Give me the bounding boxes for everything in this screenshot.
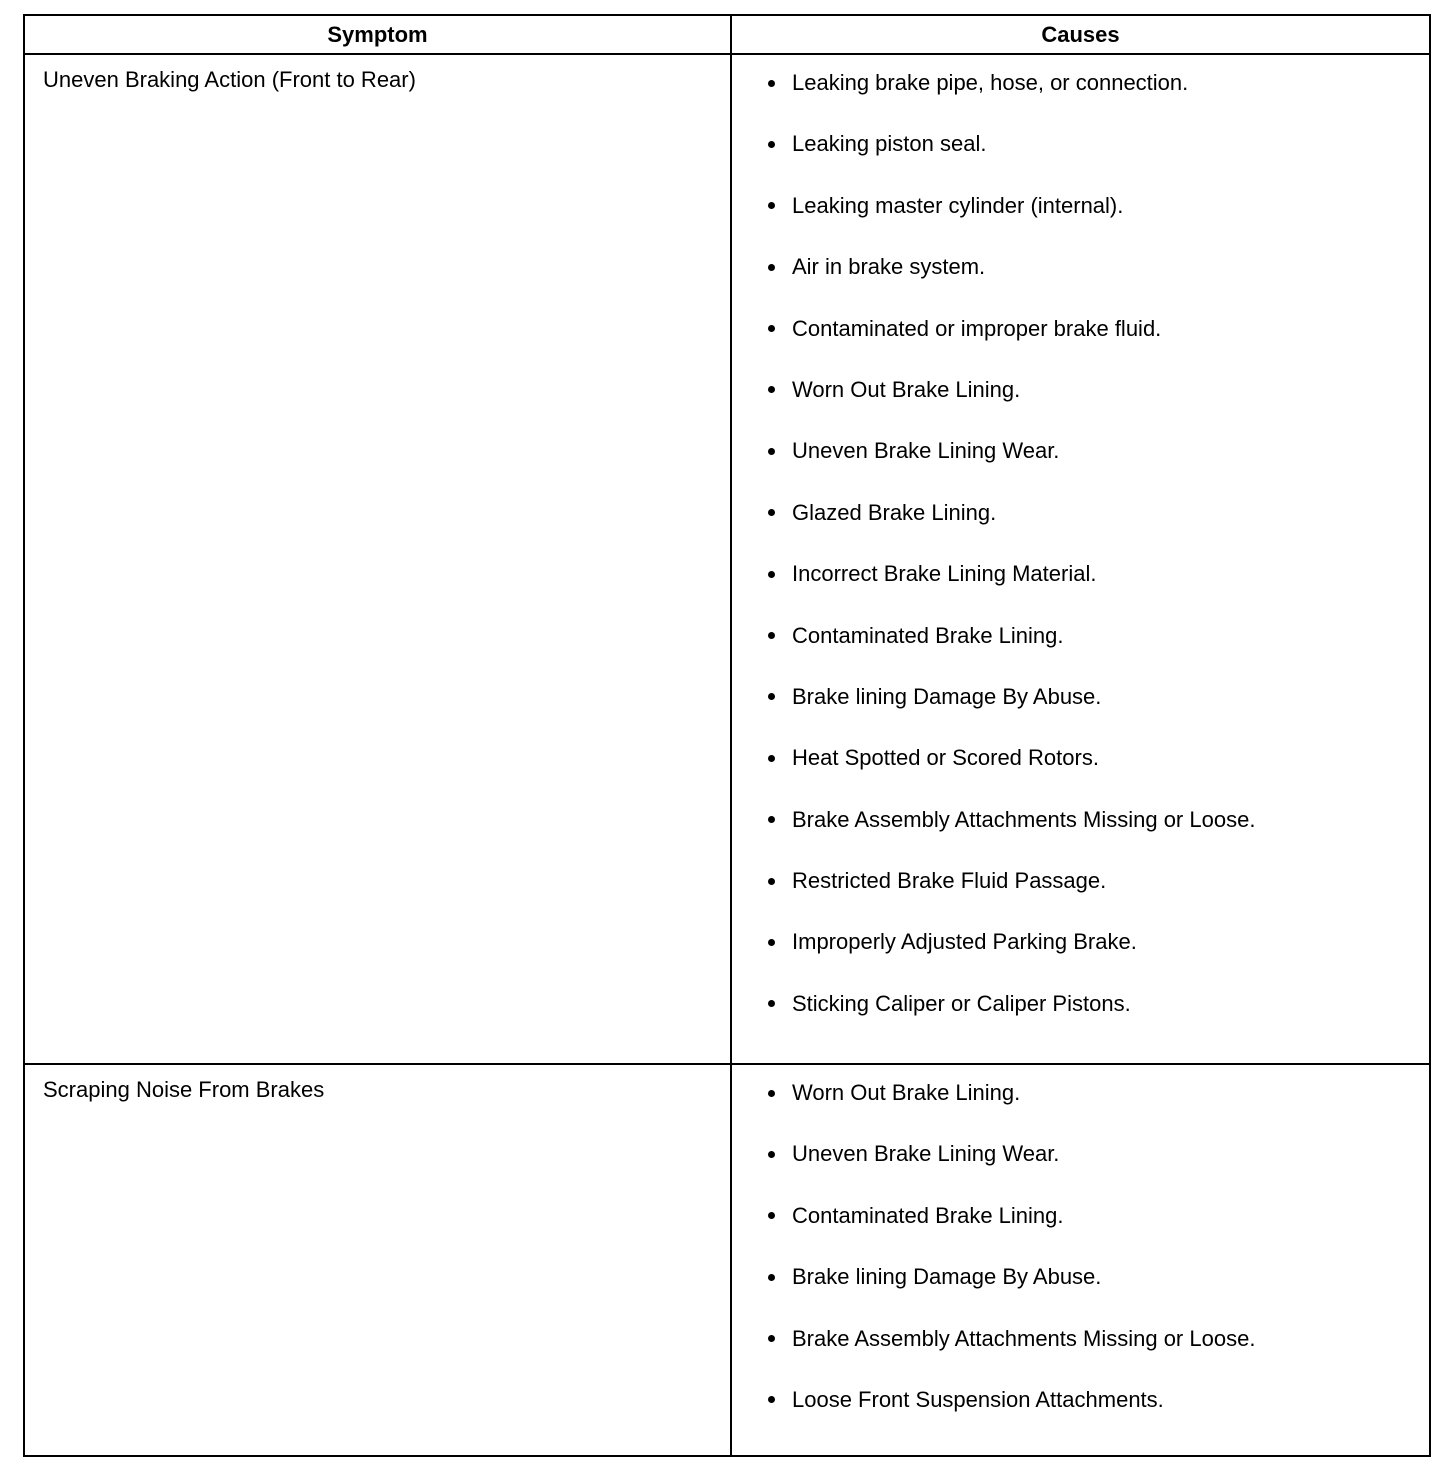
cause-item — [768, 377, 1429, 403]
bullet-icon — [768, 1335, 775, 1342]
cause-list — [732, 55, 1429, 1017]
cause-item — [768, 316, 1429, 342]
cause-item — [768, 1080, 1429, 1106]
cause-item — [768, 131, 1429, 157]
cause-text: Contaminated Brake Lining. — [792, 1202, 1064, 1228]
cause-item — [768, 807, 1429, 833]
bullet-icon — [768, 1212, 775, 1219]
bullet-icon — [768, 1396, 775, 1403]
cause-text: Contaminated or improper brake fluid. — [792, 315, 1162, 341]
cause-text: Worn Out Brake Lining. — [792, 376, 1021, 402]
cause-text: Uneven Brake Lining Wear. — [792, 1141, 1060, 1167]
cause-text: Heat Spotted or Scored Rotors. — [792, 745, 1099, 771]
cause-item — [768, 745, 1429, 771]
bullet-icon — [768, 878, 775, 885]
bullet-icon — [768, 1274, 775, 1281]
cause-item — [768, 70, 1429, 96]
cause-text: Contaminated Brake Lining. — [792, 622, 1064, 648]
cause-text: Glazed Brake Lining. — [792, 499, 997, 525]
symptom-column-header: Symptom — [24, 15, 731, 54]
bullet-icon — [768, 571, 775, 578]
cause-text: Incorrect Brake Lining Material. — [792, 561, 1097, 587]
bullet-icon — [768, 448, 775, 455]
cause-text: Worn Out Brake Lining. — [792, 1080, 1021, 1105]
cause-item — [768, 254, 1429, 280]
bullet-icon — [768, 141, 775, 148]
cause-text: Brake lining Damage By Abuse. — [792, 1264, 1102, 1290]
symptom-cell: Uneven Braking Action (Front to Rear) — [24, 54, 731, 1064]
bullet-icon — [768, 1000, 775, 1007]
diagnosis-table — [23, 14, 1431, 1457]
bullet-icon — [768, 80, 775, 87]
cause-text: Leaking piston seal. — [792, 131, 987, 157]
cause-text: Brake lining Damage By Abuse. — [792, 683, 1102, 709]
table-row — [24, 1064, 1430, 1456]
cause-text: Sticking Caliper or Caliper Pistons. — [792, 990, 1131, 1016]
cause-text: Restricted Brake Fluid Passage. — [792, 868, 1107, 894]
causes-column-header: Causes — [731, 15, 1430, 54]
cause-text: Air in brake system. — [792, 254, 986, 280]
cause-list — [732, 1065, 1429, 1413]
header-row — [24, 15, 1430, 54]
bullet-icon — [768, 693, 775, 700]
cause-item — [768, 1203, 1429, 1229]
bullet-icon — [768, 264, 775, 271]
cause-item — [768, 929, 1429, 955]
cause-item — [768, 1326, 1429, 1352]
bullet-icon — [768, 1151, 775, 1158]
bullet-icon — [768, 939, 775, 946]
bullet-icon — [768, 816, 775, 823]
bullet-icon — [768, 202, 775, 209]
bullet-icon — [768, 755, 775, 762]
causes-cell — [731, 54, 1430, 1064]
cause-item — [768, 193, 1429, 219]
causes-cell — [731, 1064, 1430, 1456]
cause-text: Brake Assembly Attachments Missing or Loose. — [792, 806, 1256, 832]
symptom-cell: Scraping Noise From Brakes — [24, 1064, 731, 1456]
cause-text: Uneven Brake Lining Wear. — [792, 438, 1060, 464]
bullet-icon — [768, 509, 775, 516]
cause-text: Loose Front Suspension Attachments. — [792, 1386, 1164, 1412]
cause-item — [768, 684, 1429, 710]
bullet-icon — [768, 386, 775, 393]
bullet-icon — [768, 325, 775, 332]
cause-item — [768, 623, 1429, 649]
bullet-icon — [768, 1090, 775, 1097]
cause-item — [768, 561, 1429, 587]
cause-item — [768, 438, 1429, 464]
cause-text: Brake Assembly Attachments Missing or Loose. — [792, 1325, 1256, 1351]
cause-item — [768, 991, 1429, 1017]
cause-text: Leaking brake pipe, hose, or connection. — [792, 70, 1189, 95]
cause-text: Improperly Adjusted Parking Brake. — [792, 929, 1137, 955]
cause-item — [768, 1264, 1429, 1290]
table-row — [24, 54, 1430, 1064]
cause-item — [768, 500, 1429, 526]
bullet-icon — [768, 632, 775, 639]
cause-text: Leaking master cylinder (internal). — [792, 192, 1124, 218]
cause-item — [768, 1141, 1429, 1167]
cause-item — [768, 868, 1429, 894]
cause-item — [768, 1387, 1429, 1413]
